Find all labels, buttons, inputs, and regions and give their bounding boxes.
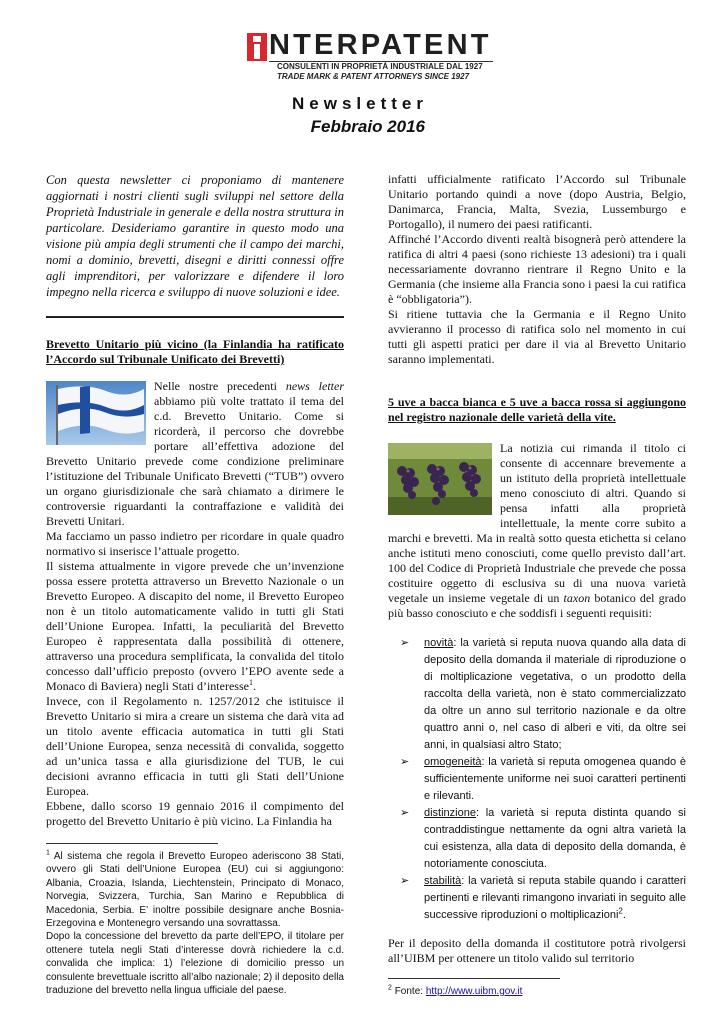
article2-title: 5 uve a bacca bianca e 5 uve a bacca rossa si aggiungono nel registro nazionale delle varietà della vite. xyxy=(388,395,686,424)
article1-p1-em: news letter xyxy=(285,379,344,393)
list-item: ➢ novità: la varietà si reputa nuova quando alla data di deposito della domanda il materiale di riproduzione o di moltiplicazione vegetativa, o un prodotto della raccolta della varietà, non è stato commercializzato da oltre un anno sul territorio nazionale e da oltre quattro anni o, nel caso di alberi e viti, da oltre sei anni, in qualsiasi altro Stato; xyxy=(400,637,686,751)
footnote-rule xyxy=(46,843,218,844)
article2-p1-b: botanico del grado più basso conosciuto e che soddisfi i seguenti requisiti: xyxy=(388,591,686,620)
article1-p8: Si ritiene tuttavia che la Germania e il Regno Unito avvieranno il processo di ratifica solo nel momento in cui tutti gli aspetti pratici per dare il via al Brevetto Unitario saranno implementati. xyxy=(388,307,686,366)
list-item: ➢ omogeneità: la varietà si reputa omogenea quando è sufficientemente uniforme nei suoi caratteri pertinenti e rilevanti. xyxy=(400,756,686,802)
arrow-bullet-icon: ➢ xyxy=(400,756,410,768)
logo-i-mark xyxy=(247,33,267,61)
list-item: ➢ stabilità: la varietà si reputa stabile quando i caratteri pertinenti e rilevanti rimangono invariati in seguito alle successive riproduzioni o moltiplicazioni$^2$. xyxy=(400,875,686,921)
article1-p4: Invece, con il Regolamento n. 1257/2012 che istituisce il Brevetto Unitario si mira a creare un sistema che darà vita ad un titolo avente efficacia automatica in tutti gli Stati dell’Unione Europea, senza necessità di convalida, soggetto ad un’unica tassa e alla giurisdizione del TUB, le cui decisioni avranno efficacia in tutti gli Stati dell’Unione Europea. xyxy=(46,694,344,798)
article1-p7: Affinché l’Accordo diventi realtà bisognerà però attendere la ratifica di altri 4 paesi (sono richieste 13 adesioni) tra i quali necessariamente dovranno rientrare il Regno Unito e la Germania (che insieme alla Francia sono i paesi la cui ratifica è “obbligatoria”). xyxy=(388,232,686,306)
footnote-1-text1: Al sistema che regola il Brevetto Europeo aderiscono 38 Stati, ovvero gli Stati dell’Unione Europea (EU) cui si aggiungono: Albania, Croazia, Islanda, Liechtenstein, Principato di Monaco, Norvegia, Svizzera, Turchia, San Marino e Repubblica di Macedonia, Serbia. E’ inoltre possibile designare anche Bosnia-Erzegovina e Montenegro versando una sovrattassa. xyxy=(46,851,344,930)
newsletter-date: Febbraio 2016 xyxy=(310,117,425,136)
article1-title: Brevetto Unitario più vicino (la Finlandia ha ratificato l’Accordo sul Tribunale Unificato dei Brevetti) xyxy=(46,337,344,366)
right-column xyxy=(388,172,686,998)
article1-p6: infatti ufficialmente ratificato l’Accordo sul Tribunale Unitario portando quindi a nove (dopo Austria, Belgio, Danimarca, Francia, Malta, Svezia, Lussemburgo e Portogallo), il numero dei paesi ratificanti. xyxy=(388,172,686,231)
article1-p1-a: Nelle nostre precedenti xyxy=(154,379,286,393)
list-item: ➢ distinzione: la varietà si reputa distinta quando si contraddistingue nettamente da ogni altra varietà la cui esistenza, alla data di deposito della domanda, è notoriamente conosciuta. xyxy=(400,807,686,870)
footnote-ref-2[interactable]: 2 xyxy=(618,906,623,916)
intro-paragraph: Con questa newsletter ci proponiamo di mantenere aggiornati i nostri clienti sugli sviluppi nel settore della Proprietà Industriale in generale e della nostra struttura in particolare. Desideriamo garantire in questo modo una visione più ampia degli strumenti che il campo dei marchi, nomi a dominio, brevetti, disegni e diritti connessi offre agli imprenditori, per valorizzare e difendere il loro impegno nella ricerca e sviluppo di nuove soluzioni e idee. xyxy=(46,173,344,299)
arrow-bullet-icon: ➢ xyxy=(400,875,410,887)
article1-p1-b: abbiamo più volte trattato il tema del c.d. Brevetto Unitario. Come si ricorderà, il percorso che dovrebbe portare all’effettiva adozione del Brevetto Unitario prevede come condizione preliminare l’istituzione del Tribunale Unificato Brevetti (“TUB”) ovvero un organo giurisdizionale che sarà chiamato a dirimere le controversie riguardanti la contraffazione e validità dei Brevetti Unitari. xyxy=(46,394,344,528)
arrow-bullet-icon: ➢ xyxy=(400,637,410,649)
footnote-1-number: 1 xyxy=(46,849,50,857)
article2-p1-a: La notizia cui rimanda il titolo ci consente di accennare brevemente a un istituto della proprietà intellettuale meno conosciuto di altri. Quando si pensa infatti alla proprietà intellettuale, la mente corre subito a marchi e brevetti. Ma in realtà sotto questa etichetta si celano anche istituti meno conosciuti, come quello previsto dall’art. 100 del Codice di Proprietà Industriale che prevede che possa costituire oggetto di esclusiva su di una nuova varietà vegetale un insieme vegetale di un xyxy=(388,441,686,605)
uibm-link[interactable]: http://www.uibm.gov.it xyxy=(425,986,523,997)
footnote-ref-1[interactable]: 1 xyxy=(248,678,253,687)
requirements-list xyxy=(388,635,686,924)
newsletter-title: Newsletter xyxy=(292,94,428,113)
grapes-image xyxy=(388,443,492,515)
logo-subtitle-it: CONSULENTI IN PROPRIETÀ INDUSTRIALE DAL 1927 xyxy=(277,62,483,71)
article1-p5: Ebbene, dallo scorso 19 gennaio 2016 il compimento del progetto del Brevetto Unitario è più vicino. La Finlandia ha xyxy=(46,799,344,828)
interpatent-logo xyxy=(247,29,497,85)
footnote-2-number: 2 xyxy=(388,984,392,992)
article1-p2: Ma facciamo un passo indietro per ricordare in quale quadro normativo si inserisce l’attuale progetto. xyxy=(46,529,344,558)
footnote-1-text2: Dopo la concessione del brevetto da parte dell’EPO, il titolare per ottenere tutela negli Stati d’interesse dovrà richiedere la c.d. convalida che implica: 1) l’elezione di domicilio presso un consulente brevettuale iscritto all’albo nazionale; 2) il deposito della traduzione del brevetto nella lingua ufficiale del paese. xyxy=(46,931,344,997)
finland-flag-image xyxy=(46,381,146,445)
footnote-rule xyxy=(388,978,560,979)
footnote-1 xyxy=(46,850,344,930)
left-column: Con questa newsletter ci proponiamo di mantenere aggiornati i nostri clienti sugli sviluppi nel settore della Proprietà Industriale in generale e della nostra struttura in particolare. Desideriamo garantire in questo modo una visione più ampia degli strumenti che il campo dei marchi, nomi a dominio, brevetti, disegni e diritti connessi offre agli imprenditori, per valorizzare e difendere il loro impegno nella ricerca e sviluppo di nuove soluzioni e idee. Brevetto Unitario più vicino (la Finlandia ha ratificato l’Accordo sul Tribunale Unificato dei Brevetti) Nelle nostre precedenti news letter abbiamo più volte trattato il tema del c.d. Brevetto Unitario. Come si ricorderà, il percorso che dovrebbe portare all’effettiva adozione del Brevetto Unitario prevede come condizione preliminare l’istituzione del Tribunale Unificato Brevetti (“TUB”) ovvero un organo giurisdizionale che sarà chiamato a dirimere le controversie riguardanti la contraffazione e validità dei Brevetti Unitari. Ma facciamo un passo indietro per ricordare in quale quadro normativo si inserisce l’attuale progetto. Il sistema attualmente in vigore prevede che un’invenzione possa essere protetta attraverso un Brevetto Nazionale o un Brevetto Europeo. A discapito del nome, il Brevetto Europeo non è un titolo automaticamente valido in tutti gli Stati dell’Unione Europea. Infatti, la peculiarità del Brevetto Europeo è rappresentata dalla possibilità di ottenere, attraverso una procedura semplificata, la convalida del titolo concesso dall’ufficio preposto (ovvero l’EPO avente sede a Monaco di Baviera) negli Stati d’interesse$^1$. Invece, con il Regolamento n. 1257/2012 che istituisce il Brevetto Unitario si mira a creare un sistema che darà vita ad un titolo avente efficacia automatica in tutti gli Stati dell’Unione Europea, senza necessità di convalida, soggetto ad un’unica tassa e alla giurisdizione del TUB, le cui decisioni avranno efficacia in tutti gli Stati dell’Unione Europea. Ebbene, dallo scorso 19 gennaio 2016 il compimento del progetto del Brevetto Unitario è più vicino. La Finlandia ha $^1$ Al sistema che regola il Brevetto Europeo aderiscono 38 Stati, ovvero gli Stati dell’Unione Europea (EU) cui si aggiungono: Albania, Croazia, Islanda, Liechtenstein, Principato di Monaco, Norvegia, Svizzera, Turchia, San Marino e Repubblica di Macedonia, Serbia. E’ inoltre possibile designare anche Bosnia-Erzegovina e Montenegro versando una sovrattassa. Dopo la concessione del brevetto da parte dell’EPO, il titolare per ottenere tutela negli Stati d’interesse dovrà richiedere la c.d. convalida che implica: 1) l’elezione di domicilio presso un consulente brevettuale iscritto all’albo nazionale; 2) il deposito della traduzione del brevetto nella lingua ufficiale del paese. xyxy=(46,173,344,997)
article2-p1-em: taxon xyxy=(563,591,591,605)
section-divider xyxy=(46,316,344,318)
arrow-bullet-icon: ➢ xyxy=(400,807,410,819)
logo-wordmark: NTERPATENT xyxy=(269,29,492,61)
article2-p2: Per il deposito della domanda il costitutore potrà rivolgersi all’UIBM per ottenere un titolo valido sul territorio xyxy=(388,936,686,965)
article1-p3: Il sistema attualmente in vigore prevede che un’invenzione possa essere protetta attraverso un Brevetto Nazionale o un Brevetto Europeo. A discapito del nome, il Brevetto Europeo non è un titolo automaticamente valido in tutti gli Stati dell’Unione Europea. Infatti, la peculiarità del Brevetto Europeo è rappresentata dalla possibilità di ottenere, attraverso una procedura semplificata, la convalida del titolo concesso dall’ufficio preposto (ovvero l’EPO avente sede a Monaco di Baviera) negli Stati d’interesse xyxy=(46,559,344,693)
footnote-2: $^2$ Fonte: http://www.uibm.gov.it xyxy=(388,984,523,997)
logo-subtitle-en: TRADE MARK & PATENT ATTORNEYS SINCE 1927 xyxy=(277,72,470,81)
